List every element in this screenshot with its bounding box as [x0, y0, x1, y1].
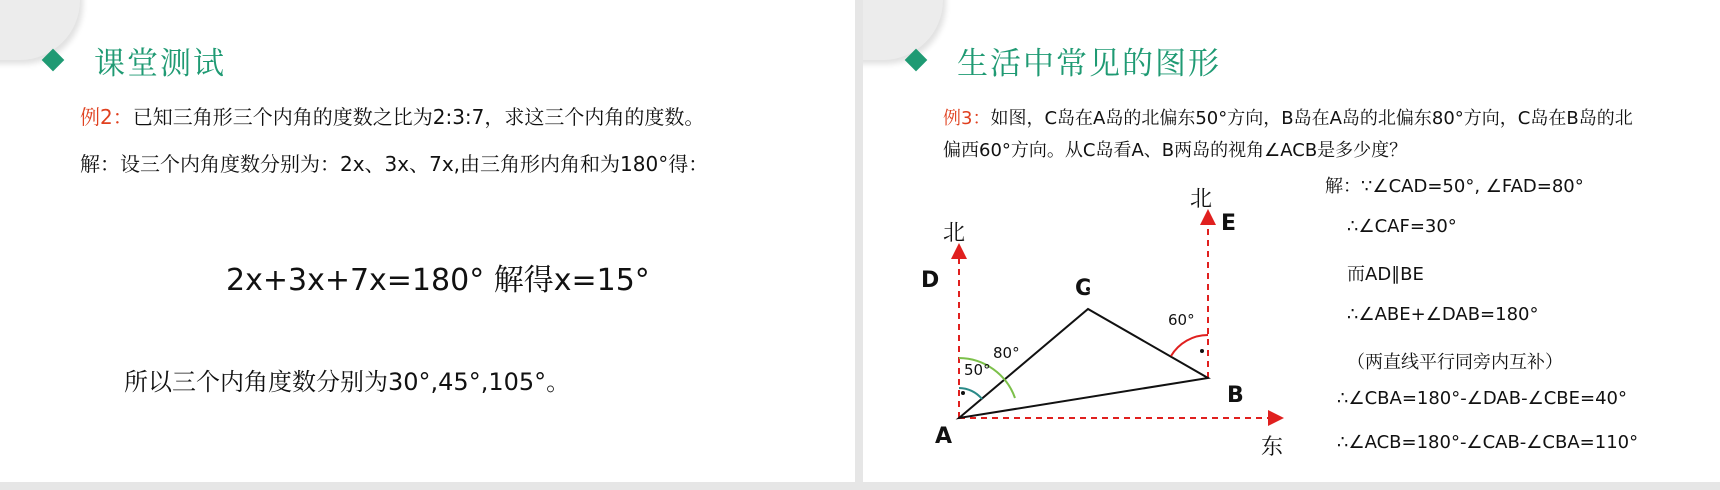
equation: 2x+3x+7x=180° 解得x=15° — [226, 263, 650, 298]
point-c-label: C — [1075, 276, 1092, 301]
example-label-sep: ： — [972, 108, 991, 129]
north-label-left: 北 — [943, 221, 966, 246]
slide-right — [863, 0, 1720, 482]
page-title: 课堂测试 — [94, 46, 226, 82]
angle-60-label: 60° — [1168, 311, 1195, 329]
example-3-question-line2: 偏西60°方向。从C岛看A、B两岛的视角∠ACB是多少度？ — [943, 140, 1408, 161]
example-label: 例3 — [943, 108, 973, 129]
page-title: 生活中常见的图形 — [957, 46, 1221, 82]
bearing-diagram — [863, 0, 1720, 482]
example-text: 已知三角形三个内角的度数之比为2:3:7，求这三个内角的度数。 — [132, 105, 705, 129]
slide-left — [0, 0, 855, 482]
east-label: 东 — [1261, 435, 1284, 460]
solution-line-1: 解：∵∠CAD=50°, ∠FAD=80° — [1325, 176, 1584, 197]
point-a-dot — [961, 391, 965, 395]
angle-80-label: 80° — [993, 344, 1020, 362]
example-label-sep: ： — [112, 105, 133, 129]
solution-line-5: （两直线平行同旁内互补） — [1347, 352, 1563, 373]
point-d-label: D — [921, 268, 940, 293]
example-2-question — [80, 101, 704, 130]
solution-line-2: ∴∠CAF=30° — [1347, 216, 1457, 237]
point-b-label: B — [1227, 383, 1244, 408]
slide-corner-decoration — [0, 0, 80, 60]
solution-line-7: ∴∠ACB=180°-∠CAB-∠CBA=110° — [1337, 432, 1639, 453]
point-a-label: A — [935, 424, 953, 449]
solution-line-3: 而AD∥BE — [1347, 264, 1424, 285]
solution-line-6: ∴∠CBA=180°-∠DAB-∠CBE=40° — [1337, 388, 1628, 409]
angle-50-label: 50° — [964, 361, 991, 379]
conclusion: 所以三个内角度数分别为30°,45°,105°。 — [124, 368, 571, 396]
example-text-line1: 如图，C岛在A岛的北偏东50°方向，B岛在A岛的北偏东80°方向，C岛在B岛的北 — [990, 108, 1633, 129]
north-label-right: 北 — [1190, 187, 1213, 212]
example-label: 例2 — [80, 105, 113, 129]
point-e-label: E — [1221, 211, 1237, 236]
solution-line: 解：设三个内角度数分别为：2x、3x、7x,由三角形内角和为180°得： — [80, 152, 709, 176]
solution-line-4: ∴∠ABE+∠DAB=180° — [1347, 304, 1539, 325]
point-b-dot — [1200, 349, 1204, 353]
